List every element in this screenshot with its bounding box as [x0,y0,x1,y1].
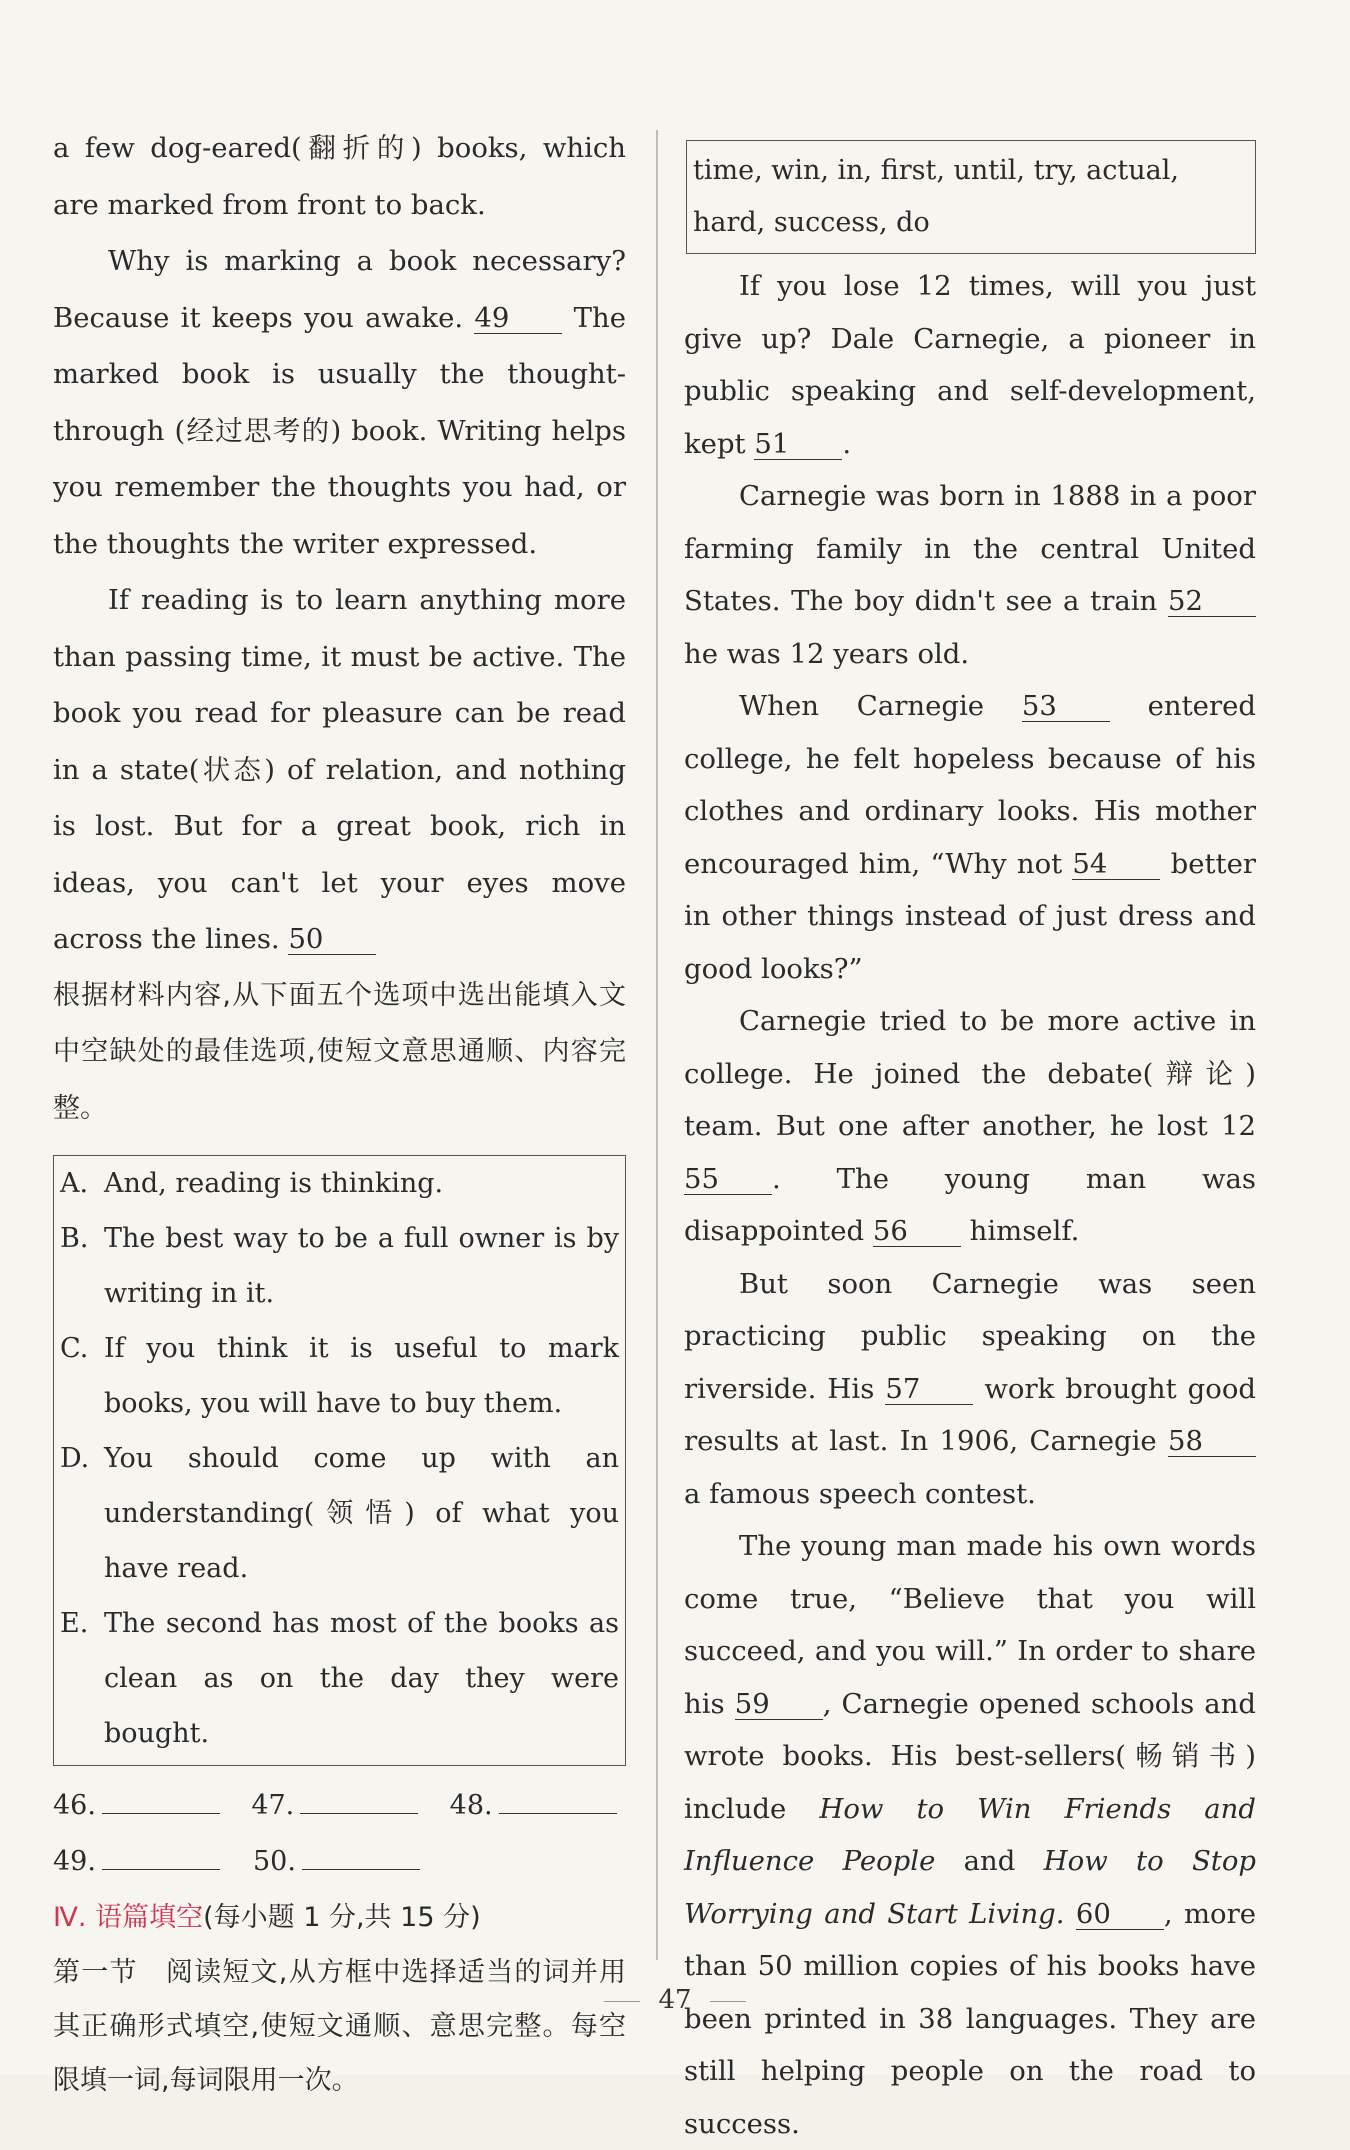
blank-54[interactable]: 54 [1072,849,1160,880]
blank-51[interactable]: 51 [754,429,842,460]
blank-52[interactable]: 52 [1168,586,1256,617]
right-paragraph-2: Carnegie was born in 1888 in a poor farming family in the central United States. The boy didn't see a train 52 he was 12 years old. [684,480,1256,670]
right-paragraph-1: If you lose 12 times, will you just give up? Dale Carnegie, a pioneer in public speaking and self-development, kept 51 . [684,270,1256,460]
option-b: B. The best way to be a full owner is by writing in it. [60,1223,619,1309]
right-paragraph-3: When Carnegie 53 entered college, he felt hopeless because of his clothes and ordinary looks. His mother encouraged him, “Why not 54 better in other things instead of just dress and good looks?” [684,690,1256,985]
blank-50[interactable]: 50 [288,924,376,955]
left-paragraph-2: Why is marking a book necessary? Because it keeps you awake. 49 The marked book is usually the thought-through (经过思考的) book. Writing helps you remember the thoughts you had, or the thoughts the writer expressed. [53,245,626,560]
book-title-2: How to Stop Worrying and Start Living. [684,1845,1256,1930]
blank-55[interactable]: 55 [684,1164,772,1195]
option-e: E. The second has most of the books as clean as on the day they were bought. [60,1608,619,1749]
answer-row-1 [53,1778,626,1834]
column-divider [656,130,658,1960]
right-column [684,128,1256,2150]
right-paragraph-4: Carnegie tried to be more active in college. He joined the debate(辩论) team. But one after another, he lost 12 55 . The young man was disappointed 56 himself. [684,1005,1256,1247]
left-paragraph-1: a few dog-eared(翻折的) books, which are marked from front to back. [53,132,626,221]
blank-57[interactable]: 57 [885,1374,973,1405]
right-paragraph-6: The young man made his own words come true, “Believe that you will succeed, and you will.” In order to share his 59 , Carnegie opened schools and wrote books. His best-sellers(畅销书) include How to Win Friends and Influence People and How to Stop Worrying and Start Living. 60 , more than 50 million copies of his books have been printed in 38 languages. They are still helping people on the road to success. [684,1530,1257,2140]
book-title-1: How to Win Friends and Influence People [684,1792,1256,1877]
blank-53[interactable]: 53 [1022,691,1110,722]
answer-47[interactable]: 47. [251,1778,427,1834]
blank-58[interactable]: 58 [1168,1426,1256,1457]
left-column [53,120,626,2108]
task-instruction: 根据材料内容,从下面五个选项中选出能填入文中空缺处的最佳选项,使短文意思通顺、内容完整。 [53,979,626,1124]
answer-48[interactable]: 48. [450,1778,626,1834]
blank-56[interactable]: 56 [873,1216,961,1247]
blank-49[interactable]: 49 [474,303,562,334]
options-box [53,1155,626,1766]
blank-59[interactable]: 59 [735,1689,823,1720]
option-d: D. You should come up with an understanding(领悟) of what you have read. [60,1443,619,1584]
page-number: 47 [0,1985,1350,2015]
right-paragraph-5: But soon Carnegie was seen practicing public speaking on the riverside. His 57 work brought good results at last. In 1906, Carnegie 58 a famous speech contest. [684,1267,1256,1510]
word-box: time, win, in, first, until, try, actual, hard, success, do [686,140,1256,254]
option-a: A. And, reading is thinking. [60,1168,444,1199]
answer-50[interactable]: 50. [253,1834,431,1890]
answer-46[interactable]: 46. [53,1778,229,1834]
answer-49[interactable]: 49. [53,1834,231,1890]
section-instruction: 第一节 阅读短文,从方框中选择适当的词并用其正确形式填空,使短文通顺、意思完整。每空限填一词,每词限用一次。 [53,1957,626,2096]
answer-row-2 [53,1834,626,1890]
left-paragraph-3: If reading is to learn anything more than passing time, it must be active. The book you read for pleasure can be read in a state(状态) of relation, and nothing is lost. But for a great book, rich in ideas, you can't let your eyes move across the lines. 50 [53,584,626,955]
blank-60[interactable]: 60 [1076,1899,1164,1930]
section-heading: Ⅳ. 语篇填空(每小题 1 分,共 15 分) [53,1902,481,1933]
option-c: C. If you think it is useful to mark books, you will have to buy them. [60,1333,619,1419]
